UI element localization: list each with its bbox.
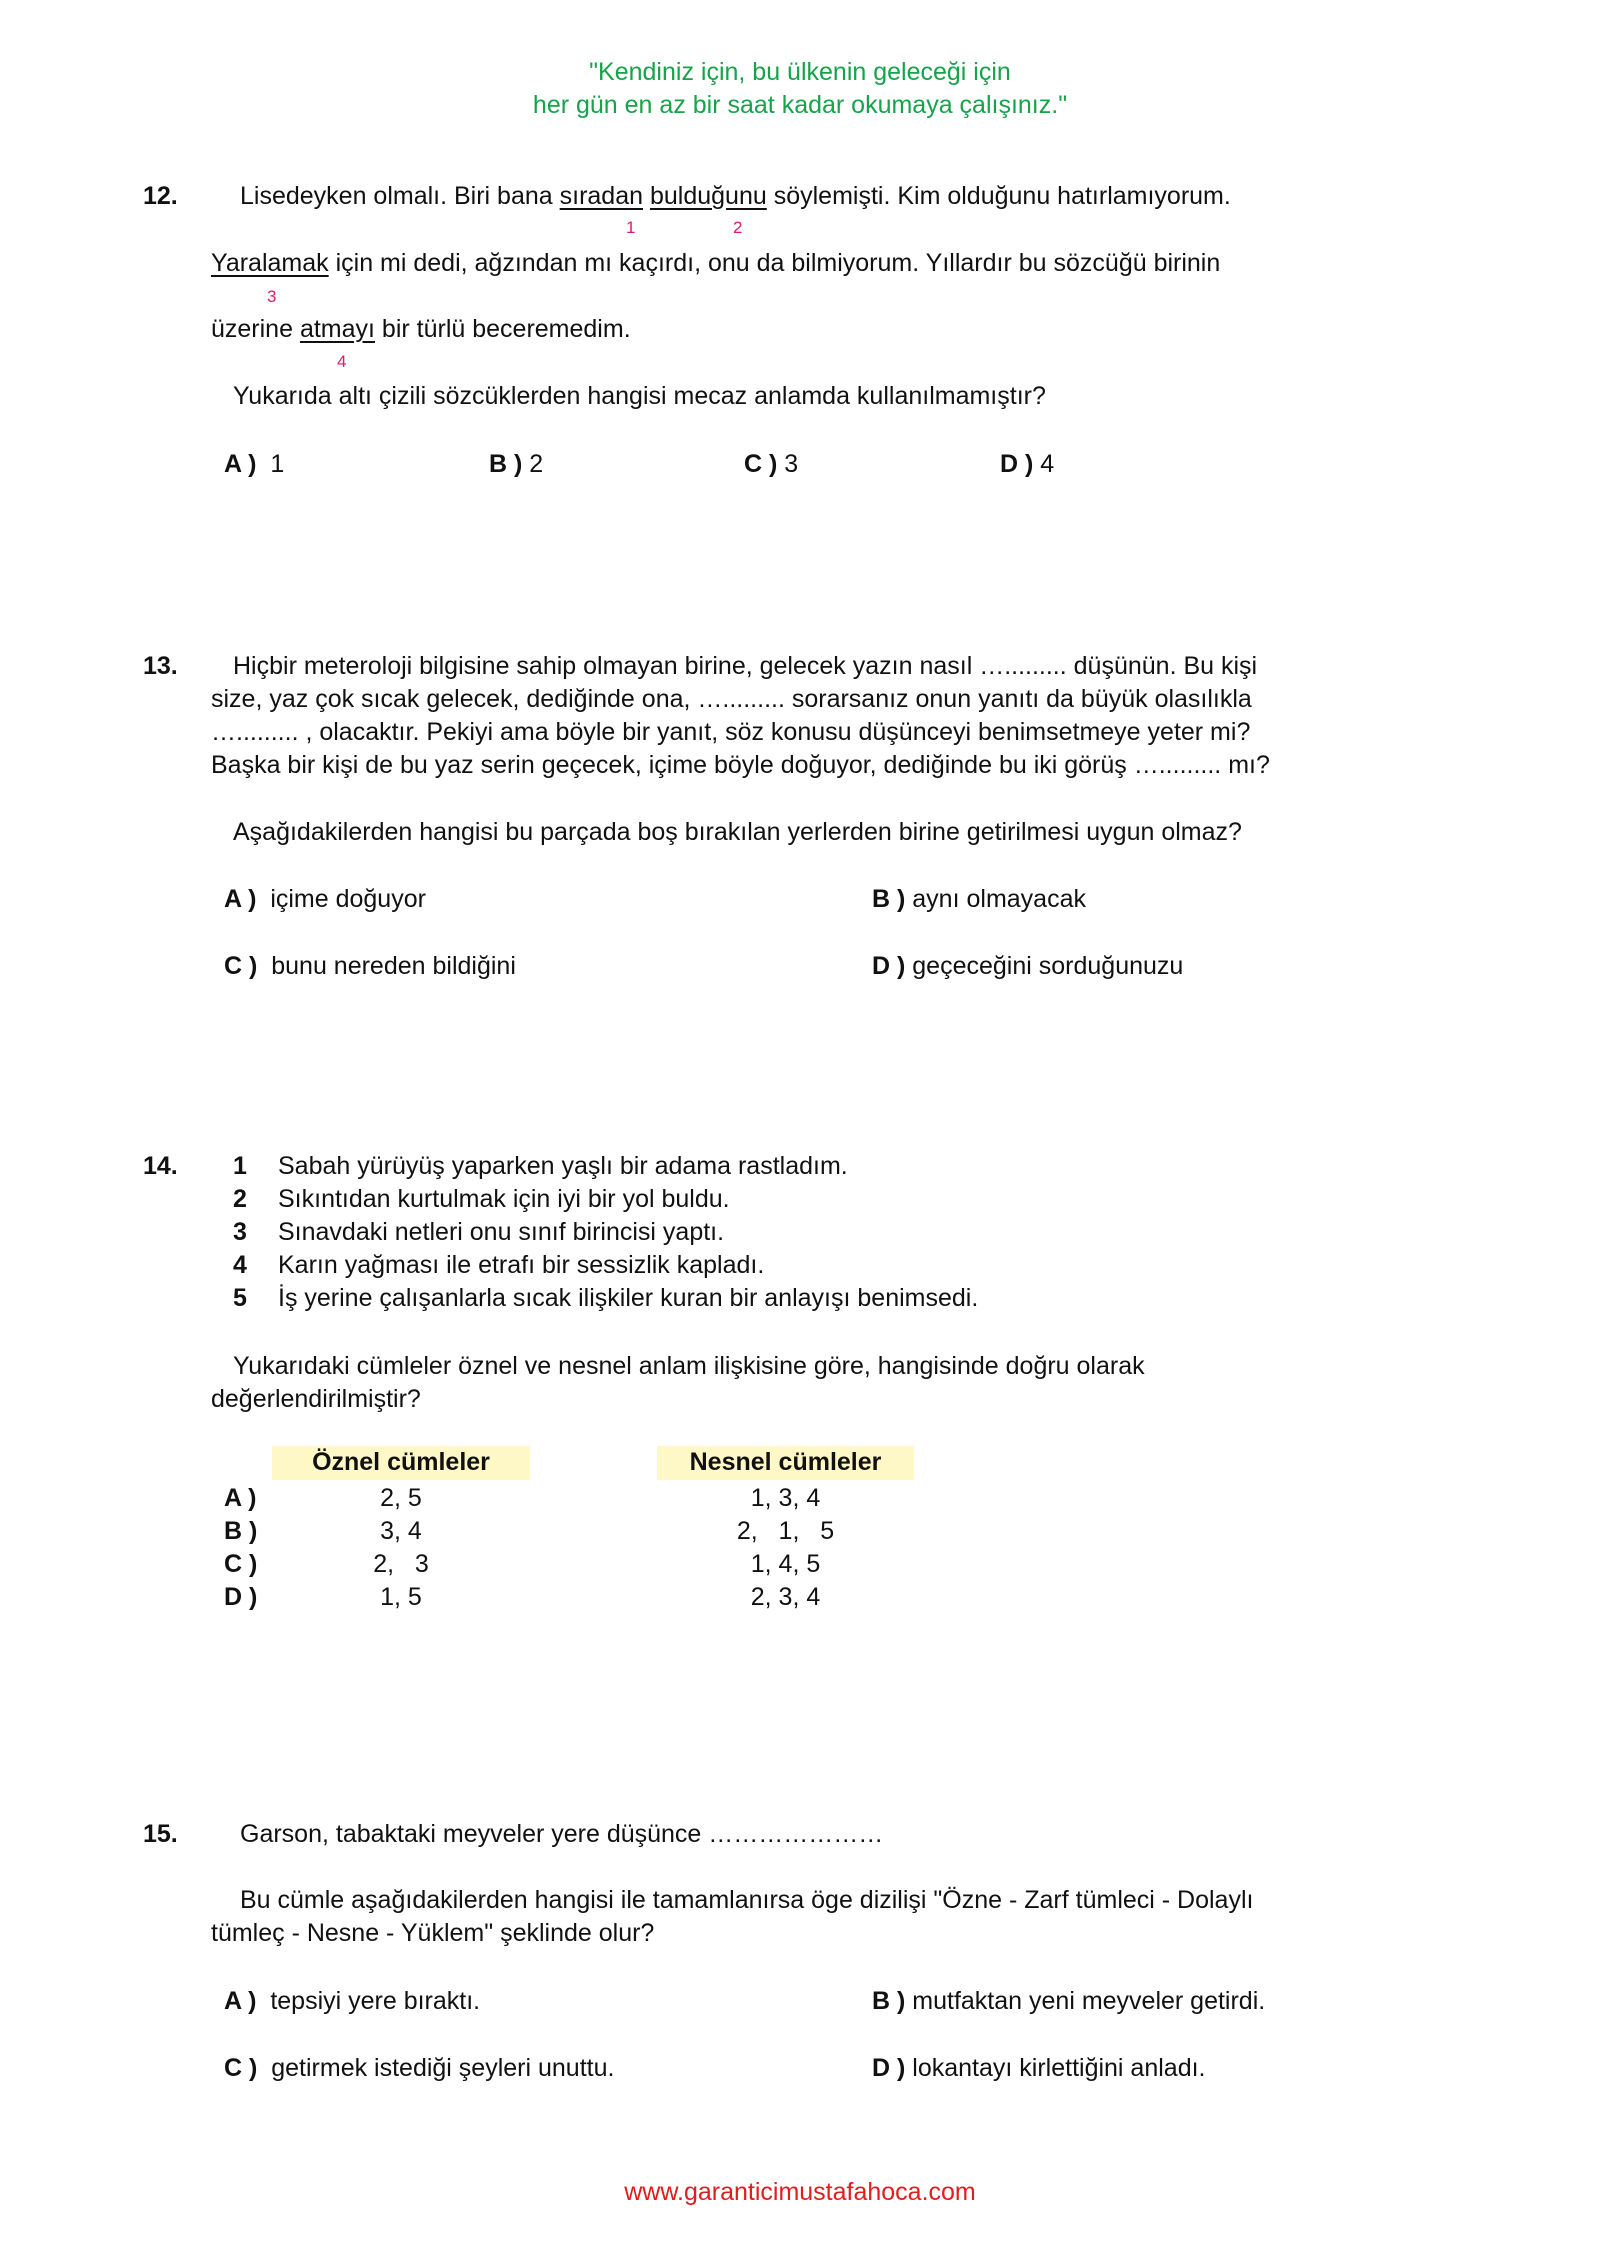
- sentence-item: [233, 1150, 978, 1183]
- option-text: 1: [270, 450, 285, 478]
- passage-line-3: …......... , olacaktır. Pekiyi ama böyle bir yanıt, söz konusu düşünceyi benimsetmeye yeter mi?: [211, 718, 1251, 746]
- sentence-list: [233, 1150, 978, 1315]
- text: üzerine: [211, 315, 300, 343]
- question-prompt-line-2: değerlendirilmiştir?: [211, 1385, 421, 1413]
- footer-url[interactable]: www.garanticimustafahoca.com: [624, 2178, 976, 2206]
- marker-2: 2: [733, 218, 743, 237]
- option-letter: A ): [224, 1987, 257, 2015]
- sentence-text: Sabah yürüyüş yaparken yaşlı bir adama rastladım.: [278, 1152, 848, 1180]
- table-header-nesnel: Nesnel cümleler: [657, 1446, 914, 1480]
- option-d[interactable]: [1000, 448, 1054, 481]
- option-letter: C ): [224, 1550, 258, 1578]
- option-a[interactable]: [224, 1985, 480, 2018]
- question-prompt: Aşağıdakilerden hangisi bu parçada boş bırakılan yerlerden birine getirilmesi uygun olmaz?: [233, 818, 1242, 846]
- text: Lisedeyken olmalı. Biri bana: [240, 182, 560, 210]
- option-letter: A ): [224, 885, 257, 913]
- option-text: lokantayı kirlettiğini anladı.: [912, 2054, 1206, 2082]
- option-text: 2: [529, 450, 544, 478]
- option-d[interactable]: [872, 2052, 1206, 2085]
- question-number: 14.: [143, 1152, 178, 1180]
- option-a[interactable]: [224, 448, 284, 481]
- option-c[interactable]: [224, 2052, 614, 2085]
- option-text: getirmek istediği şeyleri unuttu.: [271, 2054, 615, 2082]
- option-d[interactable]: [872, 950, 1183, 983]
- marker-1: 1: [626, 218, 636, 237]
- header-quote: [0, 56, 1600, 122]
- marker-3: 3: [267, 287, 277, 306]
- option-text: aynı olmayacak: [912, 885, 1086, 913]
- sentence-text: Karın yağması ile etrafı bir sessizlik kapladı.: [278, 1251, 765, 1279]
- q12-line-1: [240, 180, 1231, 213]
- option-letter: C ): [224, 2054, 258, 2082]
- sentence-text: İş yerine çalışanlarla sıcak ilişkiler kuran bir anlayışı benimsedi.: [278, 1284, 979, 1312]
- question-number: 15.: [143, 1820, 178, 1848]
- option-b[interactable]: [872, 1985, 1265, 2018]
- text: söylemişti. Kim olduğunu hatırlamıyorum.: [766, 182, 1231, 210]
- option-text: 4: [1040, 450, 1055, 478]
- table-header-oznel: Öznel cümleler: [272, 1446, 530, 1480]
- question-prompt-line-1: Yukarıdaki cümleler öznel ve nesnel anlam ilişkisine göre, hangisinde doğru olarak: [233, 1352, 1145, 1380]
- option-letter: D ): [872, 2054, 906, 2082]
- underlined-word-4: atmayı: [299, 315, 375, 343]
- option-b[interactable]: [872, 883, 1086, 916]
- option-c[interactable]: [744, 448, 798, 481]
- option-text: bunu nereden bildiğini: [271, 952, 516, 980]
- option-text: 3: [784, 450, 799, 478]
- question-number: 13.: [143, 652, 178, 680]
- oznel-value: 1, 5: [380, 1583, 422, 1611]
- sentence-item: [233, 1216, 978, 1249]
- q12-line-2: [211, 247, 1220, 280]
- passage-line-1: Hiçbir meteroloji bilgisine sahip olmayan birine, gelecek yazın nasıl …......... düşünün. Bu kişi: [233, 652, 1258, 680]
- oznel-value: 2, 3: [373, 1550, 429, 1578]
- sentence-number: 5: [233, 1284, 247, 1312]
- option-text: içime doğuyor: [270, 885, 426, 913]
- sentence-number: 1: [233, 1152, 247, 1180]
- option-letter: D ): [224, 1583, 258, 1611]
- sentence-item: [233, 1249, 978, 1282]
- text: bir türlü beceremedim.: [374, 315, 631, 343]
- nesnel-value: 2, 3, 4: [750, 1583, 821, 1611]
- oznel-value: 2, 5: [380, 1484, 422, 1512]
- nesnel-value: 1, 4, 5: [750, 1550, 821, 1578]
- nesnel-value: 2, 1, 5: [736, 1517, 835, 1545]
- sentence-number: 2: [233, 1185, 247, 1213]
- option-a[interactable]: [224, 883, 426, 916]
- question-prompt-line-2: tümleç - Nesne - Yüklem" şeklinde olur?: [211, 1919, 655, 1947]
- question-number: 12.: [143, 182, 178, 210]
- question-stem: Garson, tabaktaki meyveler yere düşünce …………………: [240, 1820, 884, 1848]
- option-letter: C ): [224, 952, 258, 980]
- underlined-word-2: bulduğunu: [649, 182, 767, 210]
- sentence-number: 3: [233, 1218, 247, 1246]
- passage-line-2: size, yaz çok sıcak gelecek, dediğinde ona, …......... sorarsanız onun yanıtı da büyük olasılıkla: [211, 685, 1252, 713]
- q12-line-3: [211, 313, 631, 346]
- question-prompt-line-1: Bu cümle aşağıdakilerden hangisi ile tamamlanırsa öge dizilişi "Özne - Zarf tümleci - Dolaylı: [240, 1886, 1254, 1914]
- marker-4: 4: [337, 352, 347, 371]
- sentence-text: Sınavdaki netleri onu sınıf birincisi yaptı.: [278, 1218, 725, 1246]
- option-text: tepsiyi yere bıraktı.: [270, 1987, 481, 2015]
- quote-line-1: "Kendiniz için, bu ülkenin geleceği için: [589, 58, 1011, 86]
- option-letter: C ): [744, 450, 778, 478]
- space: [643, 182, 650, 210]
- sentence-number: 4: [233, 1251, 247, 1279]
- question-prompt: Yukarıda altı çizili sözcüklerden hangisi mecaz anlamda kullanılmamıştır?: [233, 382, 1046, 410]
- sentence-item: [233, 1183, 978, 1216]
- passage-line-4: Başka bir kişi de bu yaz serin geçecek, içime böyle doğuyor, dediğinde bu iki görüş …......... mı?: [211, 751, 1270, 779]
- option-letter: D ): [1000, 450, 1034, 478]
- underlined-word-1: sıradan: [559, 182, 644, 210]
- option-letter: B ): [224, 1517, 258, 1545]
- option-letter: B ): [489, 450, 523, 478]
- text: için mi dedi, ağzından mı kaçırdı, onu da bilmiyorum. Yıllardır bu sözcüğü birinin: [328, 249, 1221, 277]
- option-letter: B ): [872, 1987, 906, 2015]
- option-letter: B ): [872, 885, 906, 913]
- option-text: geçeceğini sorduğunuzu: [912, 952, 1184, 980]
- option-letter: D ): [872, 952, 906, 980]
- sentence-item: [233, 1282, 978, 1315]
- nesnel-value: 1, 3, 4: [750, 1484, 821, 1512]
- option-letter: A ): [224, 450, 257, 478]
- sentence-text: Sıkıntıdan kurtulmak için iyi bir yol buldu.: [278, 1185, 730, 1213]
- quote-line-2: her gün en az bir saat kadar okumaya çalışınız.": [532, 91, 1068, 119]
- oznel-value: 3, 4: [380, 1517, 422, 1545]
- underlined-word-3: Yaralamak: [211, 249, 329, 277]
- option-text: mutfaktan yeni meyveler getirdi.: [912, 1987, 1266, 2015]
- option-letter: A ): [224, 1484, 257, 1512]
- option-b[interactable]: [489, 448, 543, 481]
- option-c[interactable]: [224, 950, 516, 983]
